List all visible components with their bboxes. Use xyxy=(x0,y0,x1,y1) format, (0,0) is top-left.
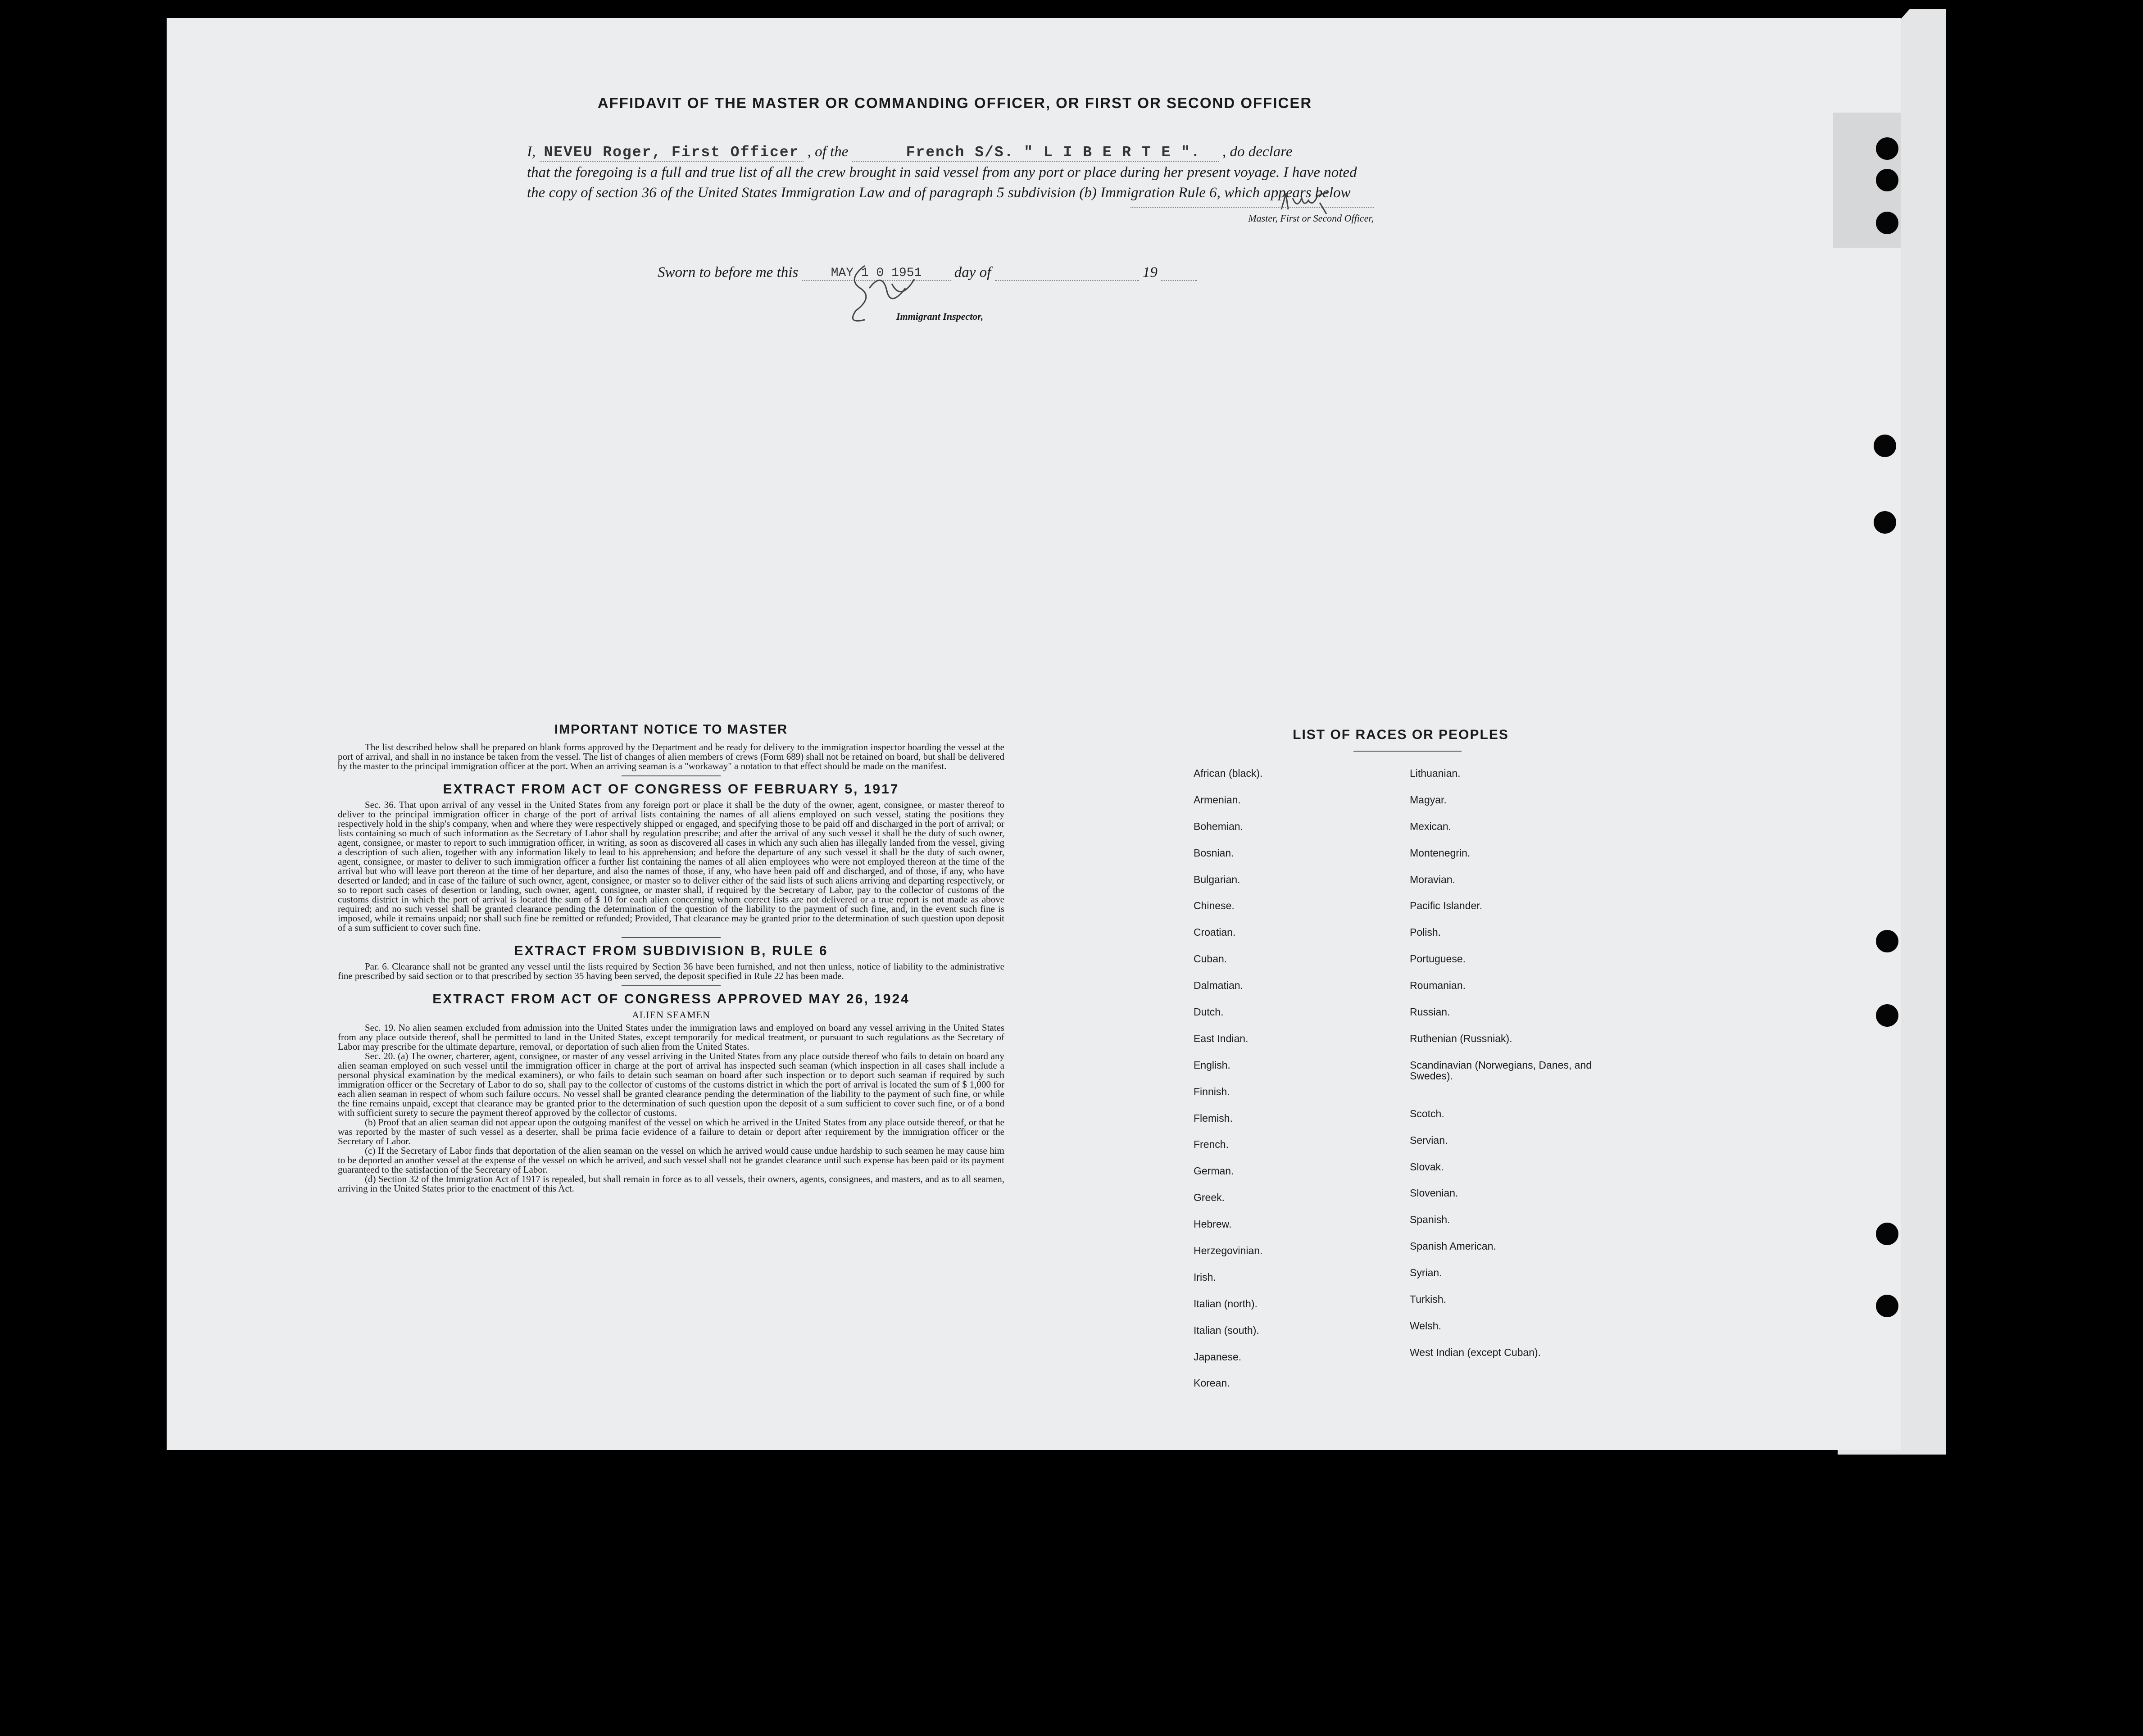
notice-section xyxy=(338,722,1004,1194)
officer-signature-caption: Master, First or Second Officer, xyxy=(1131,207,1374,224)
races-title: LIST OF RACES OR PEOPLES xyxy=(1293,727,1509,742)
race-item: Turkish. xyxy=(1410,1293,1446,1305)
notice-text: The list described below shall be prepared on blank forms approved by the Department and be ready for delivery to the immigration inspector boarding the vessel at the port of arrival, and shall in no instance be taken from the vessel. The list of changes of alien members of crews (Form 689) shall not be retained on board, but shall be delivered by the master to the principal immigration officer at the port. When an arriving seaman is a "workaway" a notation to that effect should be made on the manifest. xyxy=(338,742,1004,771)
divider xyxy=(1353,751,1462,752)
race-item: Spanish. xyxy=(1410,1214,1450,1226)
month-blank xyxy=(995,280,1139,281)
race-item: Italian (south). xyxy=(1194,1324,1259,1336)
race-item: Lithuanian. xyxy=(1410,767,1461,779)
race-item: Portuguese. xyxy=(1410,953,1466,965)
extract-1917-text: Sec. 36. That upon arrival of any vessel in the United States from any foreign port or place it shall be the duty of the owner, agent, consignee, or master thereof to deliver to the principal immigration officer in charge of the port of arrival lists containing the names of all aliens employed on such vessel, stating the positions they respectively hold in the ship's company, when and where they were respectively shipped or engaged, and specifying those to be paid off and discharged in the port of arrival; or lists containing so much of such information as the Secretary of Labor shall by regulation prescribe; and after the arrival of any such vessel it shall be the duty of such owner, agent, consignee, or master to report to such immigration officer, in writing, as soon as discovered all cases in which any such alien has illegally landed from the vessel, giving a description of such alien, together with any information likely to lead to his apprehension; and before the departure of any such vessel it shall be the duty of such owner, agent, consignee, or master to deliver to such immigration officer a further list containing the names of all alien employees who were not employed thereon at the time of the arrival but who will leave port thereon at the time of her departure, and also the names of those, if any, who have been paid off and discharged, and of those, if any, who have deserted or landed; and in case of the failure of such owner, agent, consignee, or master so to deliver either of the said lists of such aliens arriving and departing respectively, or so to report such cases of desertion or landing, such owner, agent, consignee, or master shall, if required by the Secretary of Labor, pay to the collector of customs of the customs district in which the port of arrival is located the sum of $ 10 for each alien concerning whom correct lists are not delivered or a true report is not made as above required; and no such vessel shall be granted clearance pending the determination of the question of the liability to the payment of such fine, and, in the event such fine is imposed, while it remains unpaid; nor shall such fine be remitted or refunded; Provided, That clearance may be granted prior to the determination of such question upon deposit of a sum sufficient to cover such fine. xyxy=(338,799,1004,933)
punch-hole xyxy=(1876,169,1898,191)
punch-hole xyxy=(1876,212,1898,234)
sworn-label: Sworn to before me this xyxy=(658,264,799,281)
sec20d-text: (d) Section 32 of the Immigration Act of 1917 is repealed, but shall remain in force as to all vessels, their owners, agents, consignees, and masters, and as to all seamen, arriving in the United States prior to the enactment of this Act. xyxy=(338,1174,1004,1194)
race-item: African (black). xyxy=(1194,767,1263,779)
punch-hole xyxy=(1876,1295,1898,1317)
race-item: Scotch. xyxy=(1410,1107,1444,1120)
race-item: Russian. xyxy=(1410,1006,1450,1018)
race-item: Mexican. xyxy=(1410,820,1452,832)
race-item: Bosnian. xyxy=(1194,847,1234,859)
race-item: Dalmatian. xyxy=(1194,979,1243,992)
sec20b-text: (b) Proof that an alien seaman did not appear upon the outgoing manifest of the vessel on which he arrived in the United States from any place outside thereof, or that he was reported by the master of such vessel as a deserter, shall be prima facie evidence of a failure to detain or deport after requirement by the immigration officer or the Secretary of Labor. xyxy=(338,1117,1004,1147)
race-item: Chinese. xyxy=(1194,900,1235,912)
race-item: Greek. xyxy=(1194,1192,1225,1204)
race-item: Montenegrin. xyxy=(1410,847,1471,859)
extract-1924-heading: EXTRACT FROM ACT OF CONGRESS APPROVED MAY 26, 1924 xyxy=(432,992,910,1006)
extract-rule6-heading: EXTRACT FROM SUBDIVISION B, RULE 6 xyxy=(514,943,828,958)
day-of-label: day of xyxy=(954,264,991,281)
punch-hole xyxy=(1874,511,1896,534)
sec19-text: Sec. 19. No alien seamen excluded from admission into the United States under the immigration laws and employed on board any vessel arriving in the United States from any place outside thereof, shall be permitted to land in the United States, except temporarily for medical treatment, or pursuant to such regulations as the Secretary of Labor may prescribe for the ultimate departure, removal, or deportation of such alien from the United States. xyxy=(338,1022,1004,1052)
race-item: Dutch. xyxy=(1194,1006,1224,1018)
inspector-caption: Immigrant Inspector, xyxy=(896,311,984,322)
race-item: Ruthenian (Russniak). xyxy=(1410,1032,1512,1044)
race-item: Italian (north). xyxy=(1194,1297,1258,1310)
sec20c-text: (c) If the Secretary of Labor finds that deportation of the alien seaman on the vessel on which he arrived would cause undue hardship to such seamen he may cause him to be deported an another vessel at the expense of the vessel on which he arrived, and such vessel shall not be grandet clearance until such expense has been paid or its payment guaranteed to the satisfaction of the Secretary of Labor. xyxy=(338,1145,1004,1175)
race-item: Bohemian. xyxy=(1194,820,1243,832)
race-item: Polish. xyxy=(1410,926,1441,938)
declaration-body: that the foregoing is a full and true list of all the crew brought in said vessel from any port or place during her present voyage. I have noted the copy of section 36 of the United States Immigration Law and of paragraph 5 subdivision (b) Immigration Rule 6, which appears below xyxy=(527,164,1357,201)
race-item: Croatian. xyxy=(1194,926,1236,938)
race-item: French. xyxy=(1194,1138,1229,1151)
race-item: Moravian. xyxy=(1410,873,1455,885)
affidavit-title: AFFIDAVIT OF THE MASTER OR COMMANDING OFFICER, OR FIRST OR SECOND OFFICER xyxy=(597,95,1312,111)
race-item: Roumanian. xyxy=(1410,979,1466,992)
do-declare-label: , do declare xyxy=(1222,144,1293,160)
races-column-b xyxy=(1410,768,1626,1373)
race-item: Herzegovinian. xyxy=(1194,1245,1263,1257)
punch-hole xyxy=(1874,435,1896,457)
race-item: Magyar. xyxy=(1410,793,1447,806)
officer-name: NEVEU Roger, First Officer xyxy=(540,144,804,162)
race-item: Irish. xyxy=(1194,1271,1216,1283)
race-item: West Indian (except Cuban). xyxy=(1410,1346,1541,1358)
punch-hole xyxy=(1876,1223,1898,1245)
year-blank xyxy=(1161,280,1197,281)
race-item: Welsh. xyxy=(1410,1319,1441,1332)
race-item: Armenian. xyxy=(1194,793,1241,806)
year-prefix: 19 xyxy=(1142,264,1158,281)
of-the-label: , of the xyxy=(807,144,849,160)
race-item: Spanish American. xyxy=(1410,1240,1496,1252)
race-item: Slovak. xyxy=(1410,1160,1444,1173)
race-item: Slovenian. xyxy=(1410,1187,1458,1199)
punch-hole xyxy=(1876,137,1898,160)
divider xyxy=(622,775,721,776)
race-item: Syrian. xyxy=(1410,1267,1442,1279)
race-item: Bulgarian. xyxy=(1194,873,1240,885)
date-stamp: MAY 1 0 1951 xyxy=(831,266,922,280)
race-item: Cuban. xyxy=(1194,953,1227,965)
race-item: Hebrew. xyxy=(1194,1218,1232,1230)
race-item: Korean. xyxy=(1194,1377,1230,1389)
race-item: East Indian. xyxy=(1194,1032,1249,1044)
punch-hole xyxy=(1876,930,1898,952)
race-item: English. xyxy=(1194,1059,1230,1071)
extract-rule6-text: Par. 6. Clearance shall not be granted any vessel until the lists required by Section 36 have been furnished, and not then unless, notice of liability to the administrative fine prescribed by said section or to that prescribed by section 35 having been served, the deposit specified in Rule 22 has been made. xyxy=(338,961,1004,981)
race-item: German. xyxy=(1194,1165,1234,1177)
race-item: Finnish. xyxy=(1194,1085,1230,1097)
races-list xyxy=(1194,727,1621,1389)
race-item: Japanese. xyxy=(1194,1351,1242,1363)
sec20a-text: Sec. 20. (a) The owner, charterer, agent, consignee, or master of any vessel arriving in the United States from any place outside thereof who fails to detain on board any alien seaman employed on such vessel until the immigration officer in charge at the port of arrival has inspected such seaman (which inspection in all cases shall include a personal physical examination by the medical examiners), or who fails to detain such seaman on board after such inspection or to deport such seaman if required by such immigration officer or the Secretary of Labor to do so, shall pay to the collector of customs of the customs district in which the port of arrival is located the sum of $ 1,000 for each alien seaman in respect of whom such failure occurs. No vessel shall be granted clearance pending the determination of the liability to the payment of such fine, or while the fine remains unpaid, except that clearance may be granted prior to the determination of such question upon the deposit of a sum sufficient to cover such fine, or of a bond with sufficient surety to secure the payment thereof approved by the collector of customs. xyxy=(338,1051,1004,1118)
races-column-a xyxy=(1194,768,1392,1404)
declaration xyxy=(527,142,1369,203)
race-item: Pacific Islander. xyxy=(1410,900,1483,912)
notice-heading: IMPORTANT NOTICE TO MASTER xyxy=(554,722,788,737)
race-item: Servian. xyxy=(1410,1134,1448,1146)
extract-1917-heading: EXTRACT FROM ACT OF CONGRESS OF FEBRUARY 5, 1917 xyxy=(443,782,899,797)
race-item: Flemish. xyxy=(1194,1112,1233,1124)
punch-hole xyxy=(1876,1004,1898,1027)
divider xyxy=(622,937,721,938)
divider xyxy=(622,985,721,986)
alien-seamen-subheading: ALIEN SEAMEN xyxy=(632,1009,710,1020)
race-item: Scandinavian (Norwegians, Danes, and Swedes). xyxy=(1410,1059,1592,1082)
vessel-name: French S/S. " L I B E R T E ". xyxy=(852,144,1219,162)
declaration-i: I, xyxy=(527,144,536,160)
